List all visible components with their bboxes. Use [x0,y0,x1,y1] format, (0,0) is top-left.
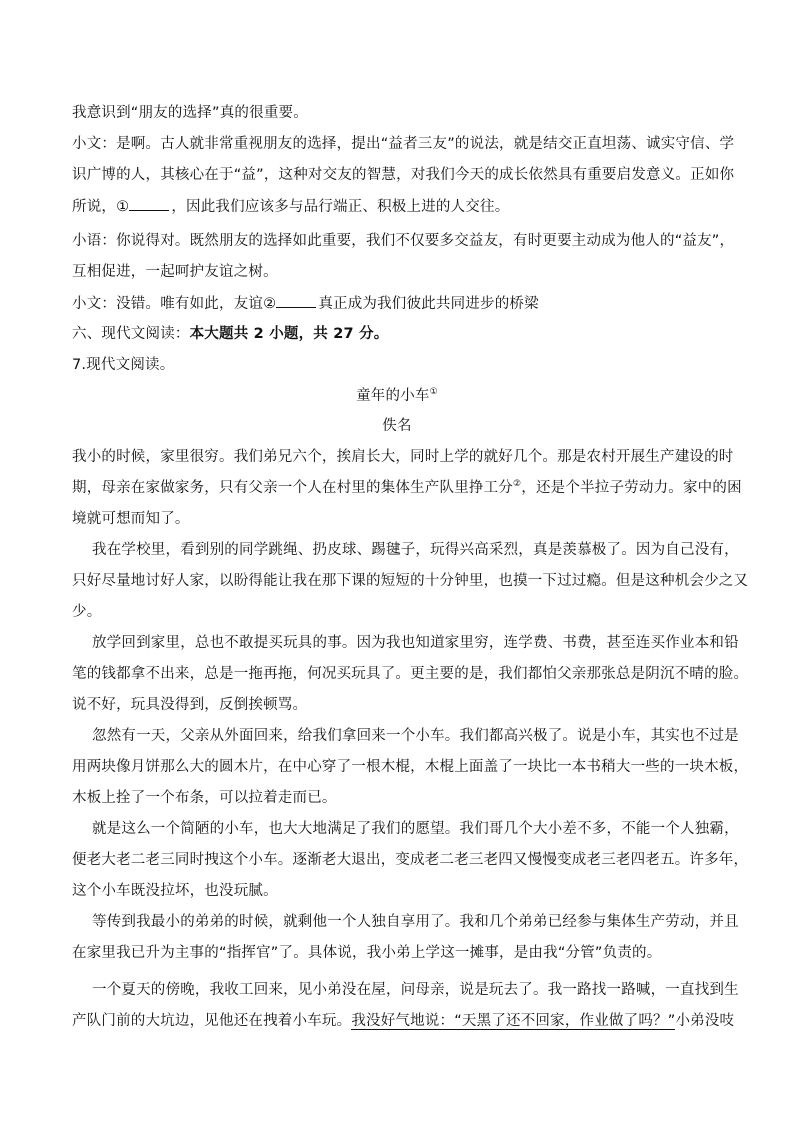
text-line [72,850,748,870]
text-line [72,196,509,217]
text-span: 这个小车既没拉坏，也没玩腻。 [72,883,278,899]
text-span: 小文：没错。唯有如此，友谊② [72,296,277,312]
text-span: 7.现代文阅读。 [72,357,175,373]
answer-blank-1[interactable] [129,196,169,211]
text-span: 在家里我已升为主事的“指挥官”了。具体说，我小弟上学这一摊事，是由我“分管”负责的。 [72,945,662,961]
text-line [72,231,734,251]
text-span: 用两块像月饼那么大的圆木片，在中心穿了一根木棍，木棍上面盖了一块比一本书稍大一些的一块木板， [72,759,749,775]
text-line [72,757,748,777]
text-line [92,633,739,653]
text-line [72,664,748,684]
text-span: 所说，① [72,199,130,215]
article-title [0,386,794,406]
text-line [72,788,337,808]
section-info: 本大题共 2 小题，共 27 分。 [189,326,389,342]
text-span: 忽然有一天，父亲从外面回来，给我们拿回来一个小车。我们都高兴极了。说是小车，其实也不过是 [92,728,739,744]
text-span: 说不好，玩具没得到，反倒挨顿骂。 [72,697,308,713]
section-title: 六、现代文阅读： [72,326,190,342]
question-number [72,355,174,375]
text-line [92,726,739,746]
text-span: 等传到我最小的弟弟的时候，就剩他一个人独自享用了。我和几个弟弟已经参与集体生产劳动，并且 [92,914,739,930]
text-span: 便老大老二老三同时拽这个小车。逐渐老大退出，变成老二老三老四又慢慢变成老三老四老五。许多年， [72,852,749,868]
text-span: 木板上拴了一个布条，可以拉着走而已。 [72,790,337,806]
text-span: 识广博的人，其核心在于“益”，这种对交友的智慧，对我们今天的成长依然具有重要启发意义。正如你 [72,167,735,183]
text-line [92,980,739,1000]
text-line [72,943,661,963]
text-span: 小语：你说得对。既然朋友的选择如此重要，我们不仅要多交益友，有时更要主动成为他人的“益友”， [72,233,735,249]
text-span: 产队门前的大坑边，见他还在拽着小车玩。 [72,1013,352,1029]
text-line [72,571,748,591]
text-span: 笔的钱都拿不出来，总是一拖再拖，何况买玩具了。更主要的是，我们都怕父亲那张总是阴沉不晴的脸。 [72,666,749,682]
article-author [0,416,794,436]
text-line [92,540,739,560]
title-text: 童年的小车 [356,388,430,404]
text-line [72,293,539,314]
author-text: 佚名 [382,418,412,434]
text-span: 一个夏天的傍晚，我收工回来，见小弟没在屋，问母亲，说是玩去了。我一路找一路喊，一直找到生 [92,982,739,998]
text-span: ，因此我们应该多与品行端正、积极上进的人交往。 [171,199,510,215]
text-span: 期，母亲在家做家务，只有父亲一个人在村里的集体生产队里挣工分 [72,480,513,496]
text-span: 放学回到家里，总也不敢提买玩具的事。因为我也知道家里穷，连学费、书费，甚至连买作业本和铅 [92,635,739,651]
text-line [72,881,278,901]
answer-blank-2[interactable] [276,293,316,308]
text-line [72,262,278,282]
text-line [72,695,307,715]
underlined-quote: 我没好气地说：“天黑了还不回家，作业做了吗？” [351,1013,676,1029]
text-line [72,134,734,154]
text-span: ，还是个半拉子劳动力。家中的困 [521,480,742,496]
text-span: 只好尽量地讨好人家，以盼得能让我在那下课的短短的十分钟里，也摸一下过过瘾。但是这种机会少之又 [72,573,749,589]
text-span: 我在学校里，看到别的同学跳绳、扔皮球、踢毽子，玩得兴高采烈，真是羡慕极了。因为自己没有， [92,542,739,558]
text-line [72,602,101,622]
text-span: 真正成为我们彼此共同进步的桥梁 [318,296,539,312]
footnote-mark: ② [513,479,522,490]
text-span: 就是这么一个简陋的小车，也大大地满足了我们的愿望。我们哥几个大小差不多，不能一个人独霸， [92,821,739,837]
text-line [92,819,739,839]
text-span: 互相促进，一起呵护友谊之树。 [72,264,278,280]
text-line [72,1011,734,1031]
text-span: 境就可想而知了。 [72,511,190,527]
text-line [92,912,739,932]
text-line [72,447,734,467]
text-line [72,478,742,498]
text-line [72,103,308,123]
text-line [72,165,734,185]
text-span: 小弟没吱 [675,1013,735,1029]
text-span: 我意识到“朋友的选择”真的很重要。 [72,105,308,121]
text-span: 我小的时候，家里很穷。我们弟兄六个，挨肩长大，同时上学的就好几个。那是农村开展生产建设的时 [72,449,734,465]
text-line [72,509,190,529]
text-span: 少。 [72,604,102,620]
text-span: 小文：是啊。古人就非常重视朋友的选择，提出“益者三友”的说法，就是结交正直坦荡、诚实守信、学 [72,136,735,152]
footnote-mark: ① [429,387,438,398]
section-heading [72,324,388,344]
